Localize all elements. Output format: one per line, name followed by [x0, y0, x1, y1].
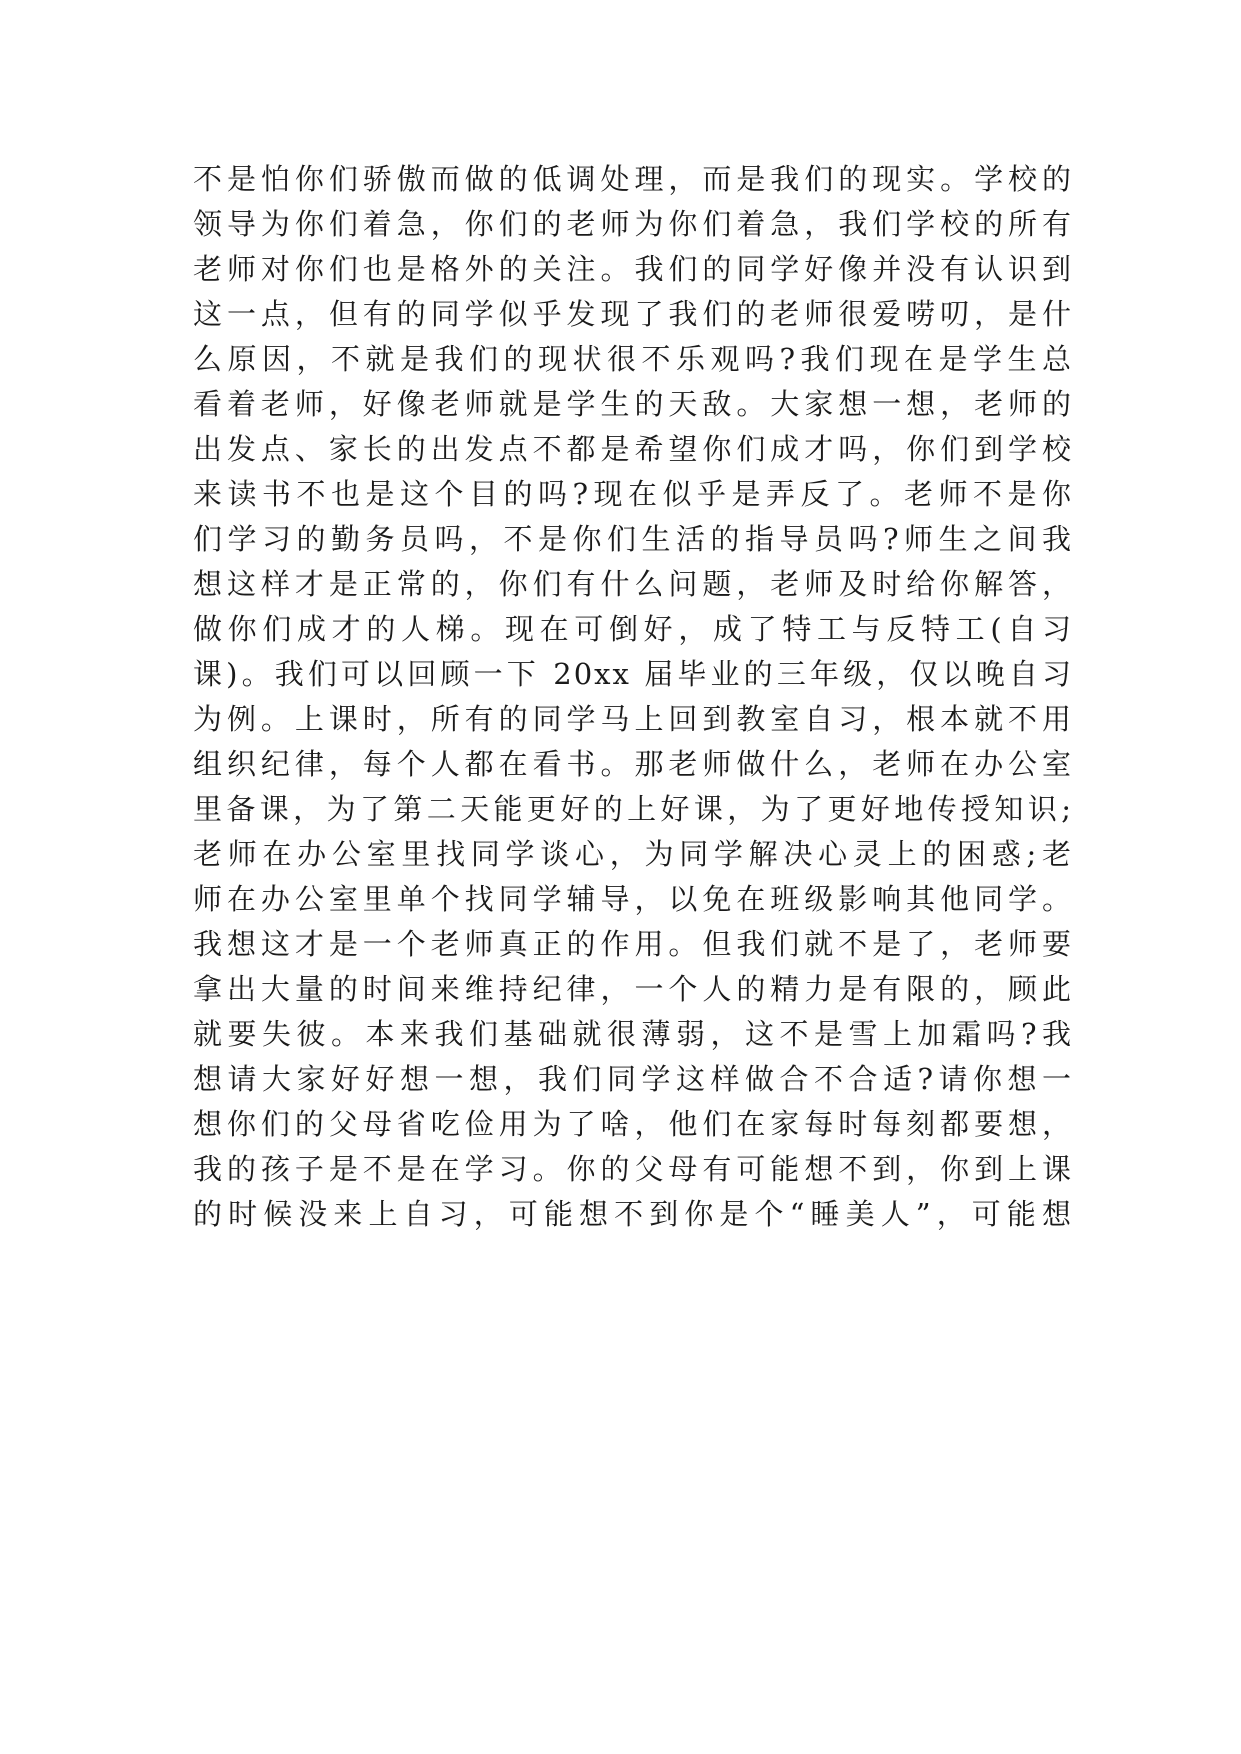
text-line: 里备课，为了第二天能更好的上好课，为了更好地传授知识;: [193, 792, 1073, 826]
text-line: 课)。我们可以回顾一下 20xx 届毕业的三年级，仅以晚自习: [193, 657, 1073, 691]
text-line: 么原因，不就是我们的现状很不乐观吗?我们现在是学生总: [193, 342, 1073, 376]
text-line: 师在办公室里单个找同学辅导，以免在班级影响其他同学。: [193, 882, 1073, 916]
text-line: 出发点、家长的出发点不都是希望你们成才吗，你们到学校: [193, 432, 1073, 466]
body-text: [193, 157, 1073, 1237]
text-line: 老师对你们也是格外的关注。我们的同学好像并没有认识到: [193, 252, 1073, 286]
text-line: 做你们成才的人梯。现在可倒好，成了特工与反特工(自习: [193, 612, 1073, 646]
text-line: 拿出大量的时间来维持纪律，一个人的精力是有限的，顾此: [193, 972, 1073, 1006]
text-line: 就要失彼。本来我们基础就很薄弱，这不是雪上加霜吗?我: [193, 1017, 1073, 1051]
text-line: 老师在办公室里找同学谈心，为同学解决心灵上的困惑;老: [193, 837, 1073, 871]
text-line: 为例。上课时，所有的同学马上回到教室自习，根本就不用: [193, 702, 1073, 736]
text-line: 组织纪律，每个人都在看书。那老师做什么，老师在办公室: [193, 747, 1073, 781]
text-line: 我的孩子是不是在学习。你的父母有可能想不到，你到上课: [193, 1152, 1073, 1186]
text-line: 想这样才是正常的，你们有什么问题，老师及时给你解答，: [193, 567, 1073, 601]
text-line: 领导为你们着急，你们的老师为你们着急，我们学校的所有: [193, 207, 1073, 241]
text-line: 想请大家好好想一想，我们同学这样做合不合适?请你想一: [193, 1062, 1073, 1096]
text-line: 们学习的勤务员吗，不是你们生活的指导员吗?师生之间我: [193, 522, 1073, 556]
text-line: 这一点，但有的同学似乎发现了我们的老师很爱唠叨，是什: [193, 297, 1073, 331]
text-line: 我想这才是一个老师真正的作用。但我们就不是了，老师要: [193, 927, 1073, 961]
text-line: 想你们的父母省吃俭用为了啥，他们在家每时每刻都要想，: [193, 1107, 1073, 1141]
text-line: 来读书不也是这个目的吗?现在似乎是弄反了。老师不是你: [193, 477, 1073, 511]
text-line: 看着老师，好像老师就是学生的天敌。大家想一想，老师的: [193, 387, 1073, 421]
text-line: 的时候没来上自习，可能想不到你是个“睡美人”，可能想: [193, 1197, 1073, 1231]
text-line: 不是怕你们骄傲而做的低调处理，而是我们的现实。学校的: [193, 162, 1073, 196]
